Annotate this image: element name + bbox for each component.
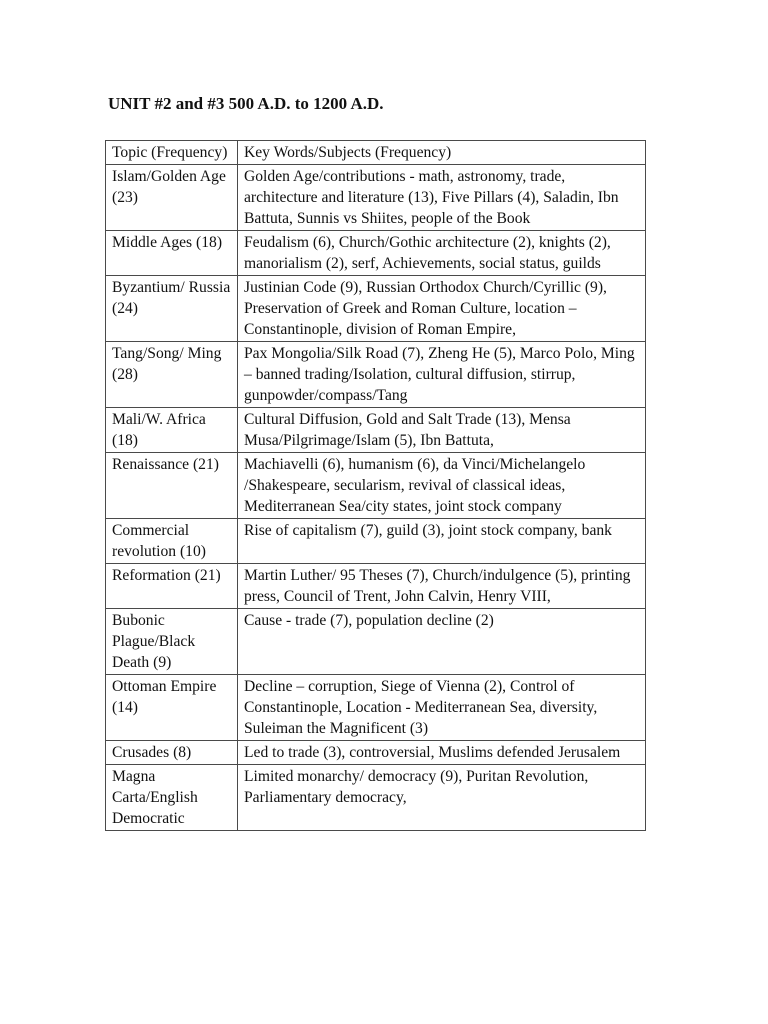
keywords-cell: Cultural Diffusion, Gold and Salt Trade (13), Mensa Musa/Pilgrimage/Islam (5), Ibn Battuta, [238, 408, 646, 453]
keywords-cell: Rise of capitalism (7), guild (3), joint stock company, bank [238, 519, 646, 564]
keywords-cell: Cause - trade (7), population decline (2) [238, 609, 646, 675]
table-row [106, 675, 646, 741]
table-row [106, 408, 646, 453]
table-row [106, 165, 646, 231]
topic-cell: Mali/W. Africa (18) [106, 408, 238, 453]
topic-cell: Renaissance (21) [106, 453, 238, 519]
table-row [106, 564, 646, 609]
topic-cell: Reformation (21) [106, 564, 238, 609]
table-row [106, 609, 646, 675]
keywords-cell: Feudalism (6), Church/Gothic architecture (2), knights (2), manorialism (2), serf, Achievements, social status, guilds [238, 231, 646, 276]
keywords-cell: Pax Mongolia/Silk Road (7), Zheng He (5), Marco Polo, Ming – banned trading/Isolation, cultural diffusion, stirrup, gunpowder/compass/Tang [238, 342, 646, 408]
table-header-row [106, 141, 646, 165]
keywords-cell: Led to trade (3), controversial, Muslims defended Jerusalem [238, 741, 646, 765]
keywords-cell: Machiavelli (6), humanism (6), da Vinci/Michelangelo /Shakespeare, secularism, revival of classical ideas, Mediterranean Sea/city states, joint stock company [238, 453, 646, 519]
topic-cell: Magna Carta/English Democratic [106, 765, 238, 831]
table-row [106, 765, 646, 831]
topic-cell: Byzantium/ Russia (24) [106, 276, 238, 342]
keywords-cell: Limited monarchy/ democracy (9), Puritan Revolution, Parliamentary democracy, [238, 765, 646, 831]
keywords-cell: Justinian Code (9), Russian Orthodox Church/Cyrillic (9), Preservation of Greek and Roman Culture, location – Constantinople, division of Roman Empire, [238, 276, 646, 342]
topic-cell: Ottoman Empire (14) [106, 675, 238, 741]
topic-cell: Commercial revolution (10) [106, 519, 238, 564]
keywords-cell: Martin Luther/ 95 Theses (7), Church/indulgence (5), printing press, Council of Trent, John Calvin, Henry VIII, [238, 564, 646, 609]
topics-table [105, 140, 646, 831]
table-row [106, 276, 646, 342]
topic-cell: Bubonic Plague/Black Death (9) [106, 609, 238, 675]
header-topic: Topic (Frequency) [106, 141, 238, 165]
keywords-cell: Golden Age/contributions - math, astronomy, trade, architecture and literature (13), Five Pillars (4), Saladin, Ibn Battuta, Sunnis vs Shiites, people of the Book [238, 165, 646, 231]
header-keywords: Key Words/Subjects (Frequency) [238, 141, 646, 165]
document-title: UNIT #2 and #3 500 A.D. to 1200 A.D. [108, 94, 384, 113]
table-row [106, 342, 646, 408]
table-row [106, 741, 646, 765]
table-row [106, 231, 646, 276]
keywords-cell: Decline – corruption, Siege of Vienna (2), Control of Constantinople, Location - Mediterranean Sea, diversity, Suleiman the Magnificent (3) [238, 675, 646, 741]
topic-cell: Middle Ages (18) [106, 231, 238, 276]
topic-cell: Tang/Song/ Ming (28) [106, 342, 238, 408]
table-body [106, 141, 646, 831]
topic-cell: Islam/Golden Age (23) [106, 165, 238, 231]
topic-cell: Crusades (8) [106, 741, 238, 765]
table-row [106, 519, 646, 564]
table-row [106, 453, 646, 519]
